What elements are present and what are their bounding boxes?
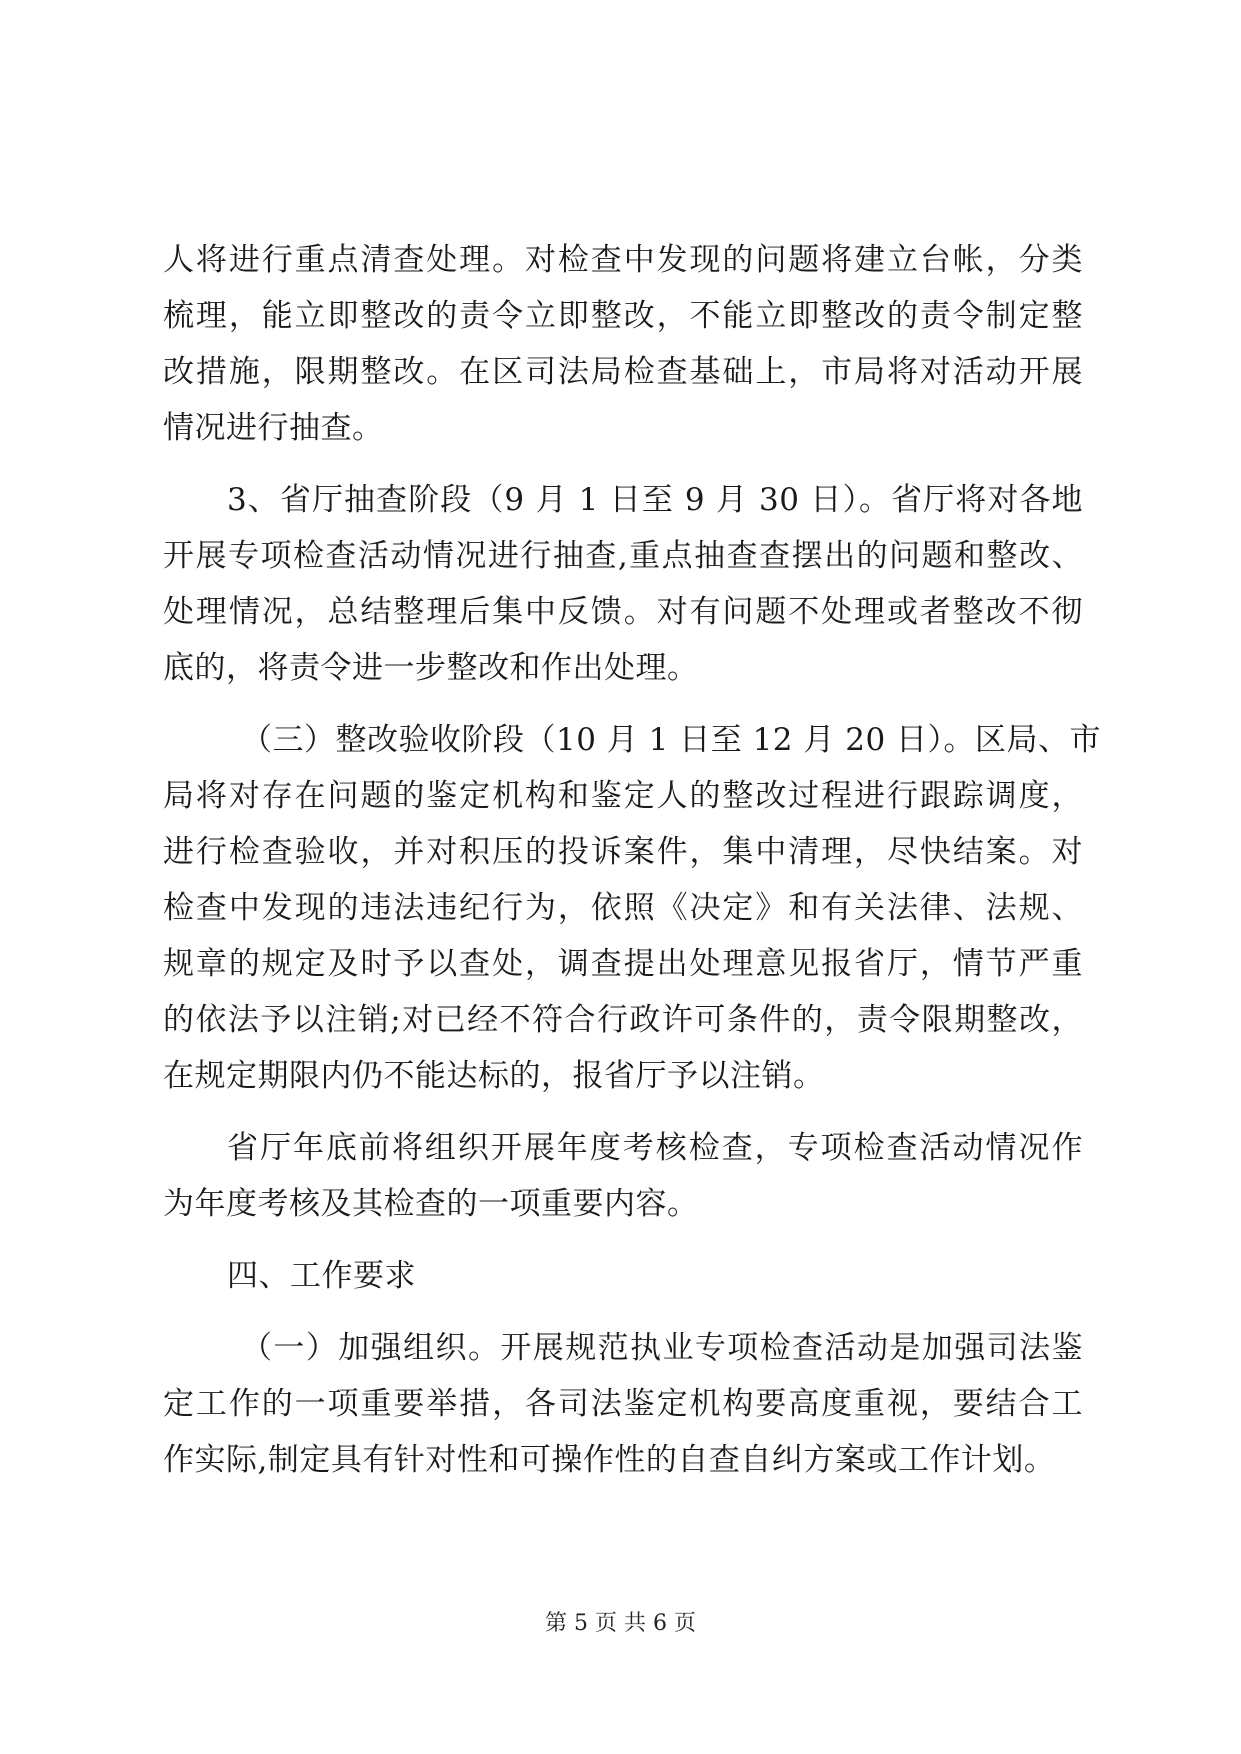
paragraph	[163, 1320, 1083, 1488]
paragraph	[163, 1120, 1083, 1232]
text-line: 底的，将责令进一步整改和作出处理。	[163, 650, 699, 686]
text-line: （一）加强组织。开展规范执业专项检查活动是加强司法鉴	[241, 1330, 1083, 1366]
text-line: 人将进行重点清查处理。对检查中发现的问题将建立台帐，分类	[163, 242, 1083, 278]
text-line: 定工作的一项重要举措，各司法鉴定机构要高度重视，要结合工	[163, 1386, 1083, 1422]
text-line: 作实际,制定具有针对性和可操作性的自查自纠方案或工作计划。	[163, 1442, 1056, 1478]
text-line: 梳理，能立即整改的责令立即整改，不能立即整改的责令制定整	[163, 298, 1083, 334]
text-line: 开展专项检查活动情况进行抽查,重点抽查查摆出的问题和整改、	[163, 538, 1083, 574]
text-line: 局将对存在问题的鉴定机构和鉴定人的整改过程进行跟踪调度，	[163, 778, 1083, 814]
text-line: 为年度考核及其检查的一项重要内容。	[163, 1186, 699, 1222]
document-body	[163, 232, 1102, 1488]
paragraph-gap	[163, 456, 1083, 472]
text-line: 在规定期限内仍不能达标的，报省厅予以注销。	[163, 1058, 825, 1094]
text-line: 省厅年底前将组织开展年度考核检查，专项检查活动情况作	[227, 1130, 1083, 1166]
text-line: 改措施，限期整改。在区司法局检查基础上，市局将对活动开展	[163, 354, 1083, 390]
paragraph-gap	[163, 1104, 1083, 1120]
paragraph-gap	[163, 696, 1083, 712]
text-line: 进行检查验收，并对积压的投诉案件，集中清理，尽快结案。对	[163, 834, 1083, 870]
text-line: 的依法予以注销;对已经不符合行政许可条件的，责令限期整改，	[163, 1002, 1083, 1038]
page-footer: 第 5 页 共 6 页	[545, 1611, 696, 1636]
text-line: 四、工作要求	[227, 1258, 416, 1294]
text-line: 检查中发现的违法违纪行为，依照《决定》和有关法律、法规、	[163, 890, 1083, 926]
paragraph	[163, 472, 1083, 696]
paragraph-gap	[163, 1304, 1083, 1320]
paragraph	[163, 1248, 1083, 1304]
paragraph	[163, 232, 1083, 456]
paragraph	[163, 712, 1102, 1104]
text-line: 3、省厅抽查阶段（9 月 1 日至 9 月 30 日）。省厅将对各地	[227, 482, 1083, 518]
text-line: 处理情况，总结整理后集中反馈。对有问题不处理或者整改不彻	[163, 594, 1083, 630]
text-line: 情况进行抽查。	[163, 410, 384, 446]
paragraph-gap	[163, 1232, 1083, 1248]
text-line: 规章的规定及时予以查处，调查提出处理意见报省厅，情节严重	[163, 946, 1083, 982]
text-line: （三）整改验收阶段（10 月 1 日至 12 月 20 日）。区局、市	[241, 722, 1102, 758]
